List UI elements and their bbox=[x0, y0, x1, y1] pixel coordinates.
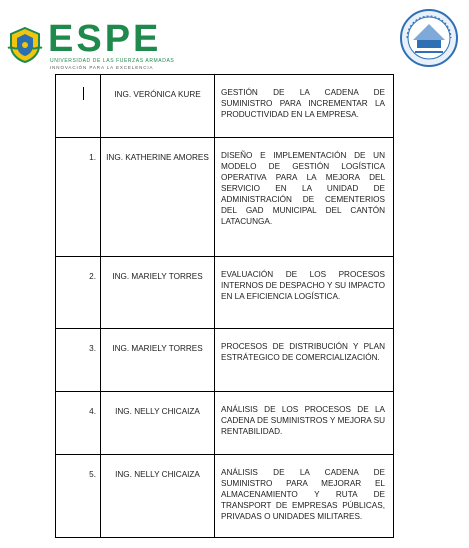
tutor-name: ING. NELLY CHICAIZA bbox=[115, 407, 200, 416]
table-row bbox=[56, 75, 394, 138]
espe-wordmark: ESPE bbox=[48, 18, 162, 60]
thesis-topics-table bbox=[55, 74, 394, 538]
row-number: 4. bbox=[89, 407, 96, 416]
tutor-name-cell bbox=[101, 75, 215, 138]
row-number-cell bbox=[56, 329, 101, 392]
tutor-name: ING. MARIELY TORRES bbox=[112, 344, 203, 353]
table-row bbox=[56, 455, 394, 538]
topic-cell bbox=[215, 392, 394, 455]
topic-text: ANÁLISIS DE LA CADENA DE SUMINISTRO PARA MEJORAR EL ALMACENAMIENTO Y RUTA DE TRANSPORT DE EMPRESAS PÚBLICAS, PRIVADAS O UNIDADES MILITARES. bbox=[221, 468, 385, 521]
topic-text: ANÁLISIS DE LOS PROCESOS DE LA CADENA DE SUMINISTROS Y MEJORA SU RENTABILIDAD. bbox=[221, 405, 385, 436]
university-shield-icon bbox=[6, 26, 44, 64]
table-row bbox=[56, 257, 394, 329]
topic-text: DISEÑO E IMPLEMENTACIÓN DE UN MODELO DE GESTIÓN LOGÍSTICA OPERATIVA PARA LA MEJORA DEL SERVICIO EN LA UNIDAD DE ADMINISTRACIÓN DE CEMENTERIOS DEL GAD MUNICIPAL DEL CANTÓN LATACUNGA. bbox=[221, 151, 385, 226]
topic-cell bbox=[215, 257, 394, 329]
row-number: 2. bbox=[89, 272, 96, 281]
row-number-cell bbox=[56, 75, 101, 138]
tutor-name-cell bbox=[101, 329, 215, 392]
row-number: 5. bbox=[89, 470, 96, 479]
row-number-cell bbox=[56, 455, 101, 538]
table-row bbox=[56, 329, 394, 392]
tutor-name-cell bbox=[101, 392, 215, 455]
text-cursor bbox=[83, 87, 84, 100]
row-number: 1. bbox=[89, 153, 96, 162]
table-row bbox=[56, 392, 394, 455]
topic-text: EVALUACIÓN DE LOS PROCESOS INTERNOS DE DESPACHO Y SU IMPACTO EN LA EFICIENCIA LOGÍSTICA. bbox=[221, 270, 385, 301]
topic-cell bbox=[215, 455, 394, 538]
row-number-cell bbox=[56, 138, 101, 257]
tutor-name-cell bbox=[101, 138, 215, 257]
row-number-cell bbox=[56, 257, 101, 329]
topic-cell bbox=[215, 329, 394, 392]
page-header bbox=[0, 0, 469, 72]
tutor-name: ING. NELLY CHICAIZA bbox=[115, 470, 200, 479]
espe-motto: INNOVACIÓN PARA LA EXCELENCIA bbox=[50, 65, 154, 70]
institution-seal-icon bbox=[399, 8, 459, 68]
row-number: 3. bbox=[89, 344, 96, 353]
row-number-cell bbox=[56, 392, 101, 455]
tutor-name-cell bbox=[101, 257, 215, 329]
topic-text: PROCESOS DE DISTRIBUCIÓN Y PLAN ESTRÁTEGICO DE COMERCIALIZACIÓN. bbox=[221, 342, 385, 362]
tutor-name: ING. MARIELY TORRES bbox=[112, 272, 203, 281]
topic-text: GESTIÓN DE LA CADENA DE SUMINISTRO PARA INCREMENTAR LA PRODUCTIVIDAD EN LA EMPRESA. bbox=[221, 88, 385, 119]
tutor-name: ING. VERÓNICA KURE bbox=[114, 90, 201, 99]
tutor-name: ING. KATHERINE AMORES bbox=[106, 153, 209, 162]
topic-cell bbox=[215, 75, 394, 138]
espe-subtitle: UNIVERSIDAD DE LAS FUERZAS ARMADAS bbox=[50, 58, 175, 64]
topic-cell bbox=[215, 138, 394, 257]
tutor-name-cell bbox=[101, 455, 215, 538]
table-row bbox=[56, 138, 394, 257]
espe-logo bbox=[6, 18, 175, 70]
